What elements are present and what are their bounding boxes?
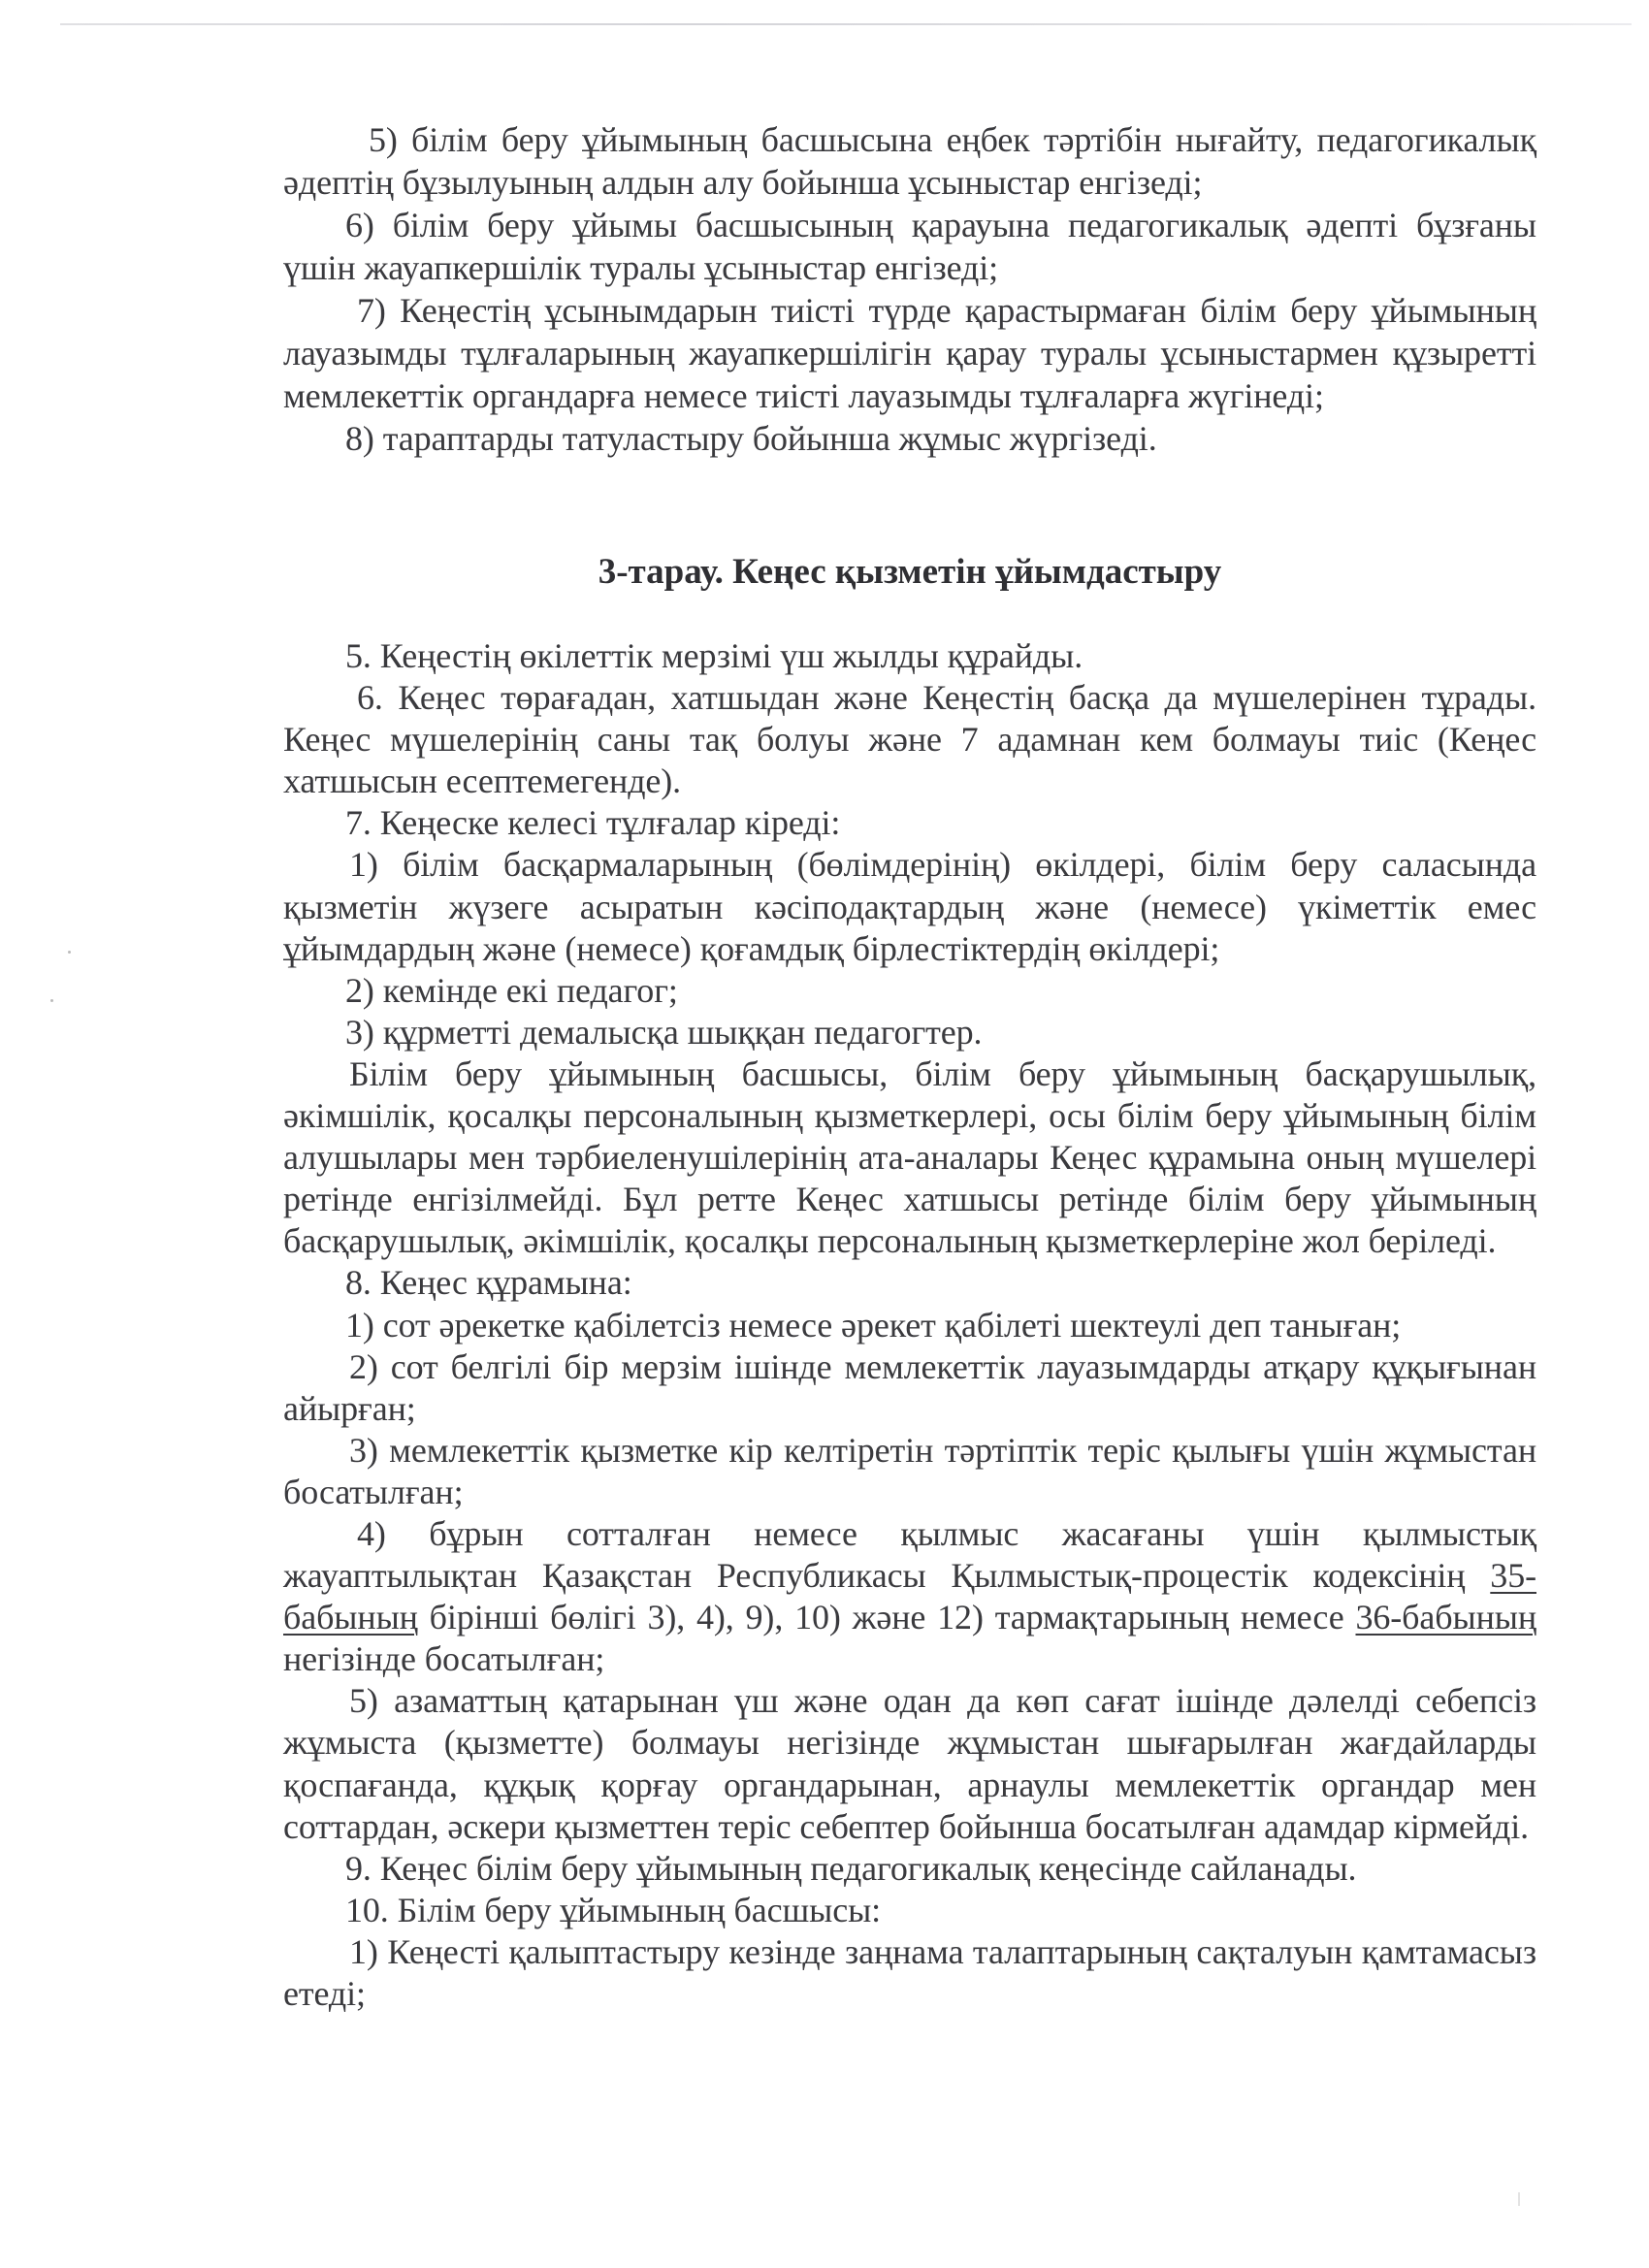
article-36-link[interactable]: 36-бабының	[1355, 1598, 1536, 1637]
section-7-item-1: 1) білім басқармаларының (бөлімдерінің) өкілдері, білім беру саласында қызметін жүзеге асыратын кәсіподақтардың және (немесе) үкіметтік емес ұйымдардың және (немесе) қоғамдық бірлестіктердің өкілдері;	[283, 845, 1536, 968]
section-8-item-4	[283, 1513, 1536, 1680]
scan-speck	[68, 951, 71, 954]
section-8-item-2: 2) сот белгілі бір мерзім ішінде мемлекеттік лауазымдарды атқару құқығынан айырған;	[283, 1346, 1536, 1428]
list-item: 8) тараптарды татуластыру бойынша жұмыс жүргізеді.	[345, 419, 1157, 458]
list-item: 7) Кеңестің ұсынымдарын тиісті түрде қарастырмаған білім беру ұйымының лауазымды тұлғаларының жауапкершілігін қарау туралы ұсыныстармен құзыретті мемлекеттік органдарға немесе тиісті лауазымды тұлғаларға жүгінеді;	[283, 291, 1536, 415]
scan-edge-line	[60, 23, 1632, 25]
scan-speck	[50, 999, 53, 1002]
section-6: 6. Кеңес төрағадан, хатшыдан және Кеңестің басқа да мүшелерінен тұрады. Кеңес мүшелерінің саны тақ болуы және 7 адамнан кем болмауы тиіс (Кеңес хатшысын есептемегенде).	[283, 678, 1536, 801]
section-8-item-3: 3) мемлекеттік қызметке кір келтіретін тәртіптік теріс қылығы үшін жұмыстан босатылған;	[283, 1430, 1536, 1511]
section-9: 9. Кеңес білім беру ұйымының педагогикалық кеңесінде сайланады.	[345, 1848, 1357, 1888]
article-35-link[interactable]: 35-бабының	[283, 1556, 1536, 1637]
section-10: 10. Білім беру ұйымының басшысы:	[345, 1890, 882, 1929]
list-item: 5) білім беру ұйымының басшысына еңбек тәртібін нығайту, педагогикалық әдептің бұзылуының алдын алу бойынша ұсыныстар енгізеді;	[283, 120, 1536, 202]
section-8: 8. Кеңес құрамына:	[345, 1263, 632, 1303]
section-10-item-1: 1) Кеңесті қалыптастыру кезінде заңнама талаптарының сақталуын қамтамасыз етеді;	[283, 1931, 1536, 2013]
section-8-item-4-text-a: 4) бұрын сотталған немесе қылмыс жасағаны үшін қылмыстық жауаптылықтан Қазақстан Республикасы Қылмыстық-процестік кодексінің	[283, 1513, 1536, 1596]
top-list	[283, 118, 1536, 460]
section-7: 7. Кеңеске келесі тұлғалар кіреді:	[345, 803, 841, 843]
section-8-item-4-text-c: негізінде босатылған;	[283, 1639, 605, 1679]
section-8-item-4-text-b: бірінші бөлігі 3), 4), 9), 10) және 12) тармақтарының немесе	[417, 1598, 1356, 1637]
section-8-item-5: 5) азаматтың қатарынан үш және одан да көп сағат ішінде дәлелді себепсіз жұмыста (қызметте) болмауы негізінде жұмыстан шығарылған жағдайларды қоспағанда, құқық қорғау органдарынан, арнаулы мемлекеттік органдар мен соттардан, әскери қызметтен теріс себептер бойынша босатылған адамдар кірмейді.	[283, 1681, 1536, 1846]
section-5: 5. Кеңестің өкілеттік мерзімі үш жылды құрайды.	[345, 636, 1083, 675]
section-7-item-2: 2) кемінде екі педагог;	[345, 970, 678, 1010]
section-7-note: Білім беру ұйымының басшысы, білім беру ұйымының басқарушылық, әкімшілік, қосалқы персоналының қызметкерлері, осы білім беру ұйымының білім алушылары мен тәрбиеленушілерінің ата-аналары Кеңес құрамына оның мүшелері ретінде енгізілмейді. Бұл ретте Кеңес хатшысы ретінде білім беру ұйымының басқарушылық, әкімшілік, қосалқы персоналының қызметкерлеріне жол беріледі.	[283, 1053, 1536, 1261]
list-item: 6) білім беру ұйымы басшысының қарауына педагогикалық әдепті бұзғаны үшін жауапкершілік туралы ұсыныстар енгізеді;	[283, 206, 1536, 287]
chapter-body	[283, 635, 1536, 2015]
section-7-item-3: 3) құрметті демалысқа шыққан педагогтер.	[345, 1012, 983, 1052]
scan-speck	[1518, 2192, 1520, 2206]
section-8-item-1: 1) сот әрекетке қабілетсіз немесе әрекет қабілеті шектеулі деп таныған;	[345, 1305, 1402, 1345]
chapter-heading: 3-тарау. Кеңес қызметін ұйымдастыру	[598, 552, 1222, 592]
